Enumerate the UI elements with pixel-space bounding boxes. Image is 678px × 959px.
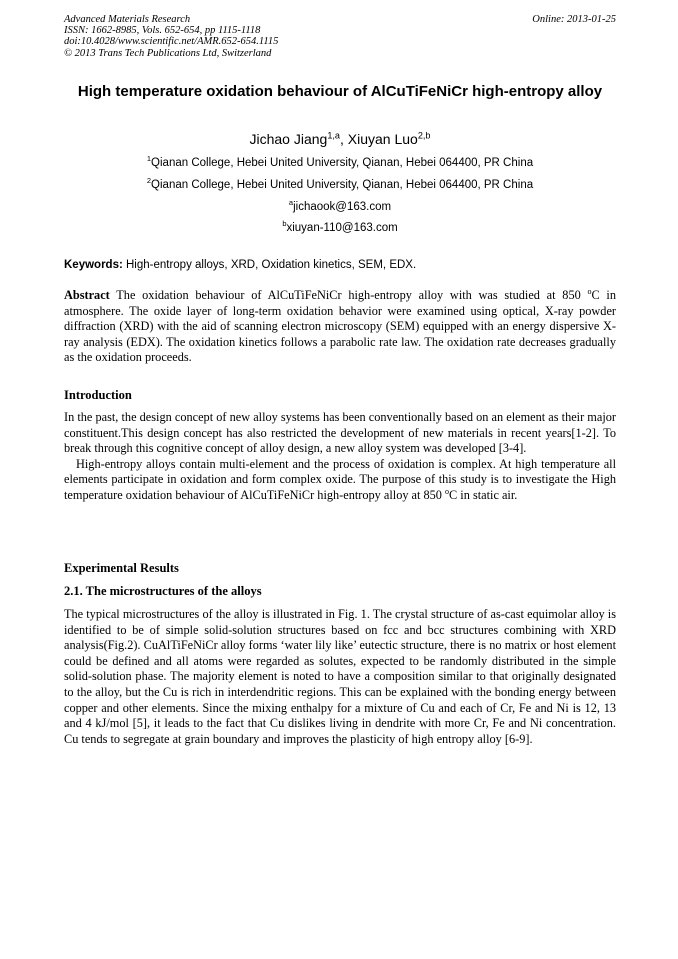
affiliation-text: Qianan College, Hebei United University, Qianan, Hebei 064400, PR China (151, 179, 534, 191)
copyright-line: © 2013 Trans Tech Publications Ltd, Switzerland (64, 47, 272, 59)
affiliation-marker: 2 (146, 176, 152, 186)
email-marker: b (282, 219, 287, 229)
introduction-body (64, 410, 616, 504)
journal-header (64, 14, 616, 59)
results-body (64, 607, 616, 747)
affiliation-2 (64, 178, 616, 192)
email-marker: a (288, 198, 294, 208)
email-text: xiuyan-110@163.com (286, 222, 398, 234)
degree-superscript: o (445, 486, 450, 496)
paragraph: In the past, the design concept of new alloy systems has been conventionally based on an element as their major constituent.This design concept has also restricted the development of new materials in recent years[1-2]. To break through this cognitive concept of alloy design, a new alloy system was developed [3-4]. (64, 410, 616, 456)
author-line (64, 130, 616, 148)
author-superscript: 1,a (327, 130, 340, 141)
abstract-text: The oxidation behaviour of AlCuTiFeNiCr high-entropy alloy with was studied at 850 (109, 288, 588, 302)
affiliation-1 (64, 156, 616, 170)
keywords (64, 258, 616, 272)
abstract-text: C in atmosphere. The oxide layer of long-term oxidation behavior were examined using optical, X-ray powder diffraction (XRD) with the aid of scanning electron microscopy (SEM) equipped with an energy dispersive X-ray analysis (EDX). The oxidation kinetics follows a parabolic rate law. The oxidation rate decreases gradually as the oxidation proceeds. (64, 288, 616, 365)
journal-name: Advanced Materials Research (64, 14, 191, 25)
affiliation-marker: 1 (146, 154, 152, 164)
degree-superscript: o (587, 286, 592, 296)
subsection-heading: 2.1. The microstructures of the alloys (64, 584, 262, 598)
paragraph-text: C in static air. (449, 487, 518, 502)
issn-line: ISSN: 1662-8985, Vols. 652-654, pp 1115-1118 (64, 25, 261, 37)
email-b (64, 221, 616, 235)
online-date: Online: 2013-01-25 (532, 14, 616, 25)
paragraph (64, 457, 616, 504)
author-separator: , (339, 131, 348, 147)
affiliation-text: Qianan College, Hebei United University, Qianan, Hebei 064400, PR China (151, 157, 534, 169)
keywords-text: High-entropy alloys, XRD, Oxidation kinetics, SEM, EDX. (122, 259, 417, 271)
introduction-heading: Introduction (64, 388, 132, 402)
doi-line: doi:10.4028/www.scientific.net/AMR.652-654.1115 (64, 36, 279, 48)
author-superscript: 2,b (417, 130, 431, 141)
author-name: Xiuyan Luo (347, 131, 418, 147)
email-text: jichaook@163.com (293, 201, 392, 213)
keywords-label: Keywords: (64, 259, 123, 271)
author-name: Jichao Jiang (249, 131, 328, 147)
paper-title: High temperature oxidation behaviour of AlCuTiFeNiCr high-entropy alloy (77, 83, 603, 100)
abstract (64, 288, 616, 366)
email-a (64, 200, 616, 214)
results-heading: Experimental Results (64, 561, 179, 575)
abstract-label: Abstract (64, 288, 110, 302)
paragraph: The typical microstructures of the alloy is illustrated in Fig. 1. The crystal structure of as-cast equimolar alloy is identified to be of simple solid-solution structures based on fcc and bcc structures combining with XRD analysis(Fig.2). CuAlTiFeNiCr alloy forms ‘water lily like’ eutectic structure, there is no matrix or host element could be defined and all atoms were regarded as solutes, expected to be randomly distributed in the simple solid-solution phase. The majority element is noted to have a composition similar to that originally designated to the alloy, but the Cu is rich in interdendritic regions. This can be explained with the bonding energy between copper and other elements. Since the mixing enthalpy for a mixture of Cu and each of Cr, Fe and Ni is 12, 13 and 4 kJ/mol [5], it leads to the fact that Cu dislikes living in dendrite with more Cr, Fe and Ni concentration. Cu tends to segregate at grain boundary and improves the plasticity of high entropy alloy [6-9]. (64, 607, 616, 746)
paragraph-text: High-entropy alloys contain multi-element and the process of oxidation is complex. At high temperature all elements participate in oxidation and form complex oxide. The purpose of this study is to investigate the High temperature oxidation behaviour of AlCuTiFeNiCr high-entropy alloy at 850 (64, 456, 616, 502)
